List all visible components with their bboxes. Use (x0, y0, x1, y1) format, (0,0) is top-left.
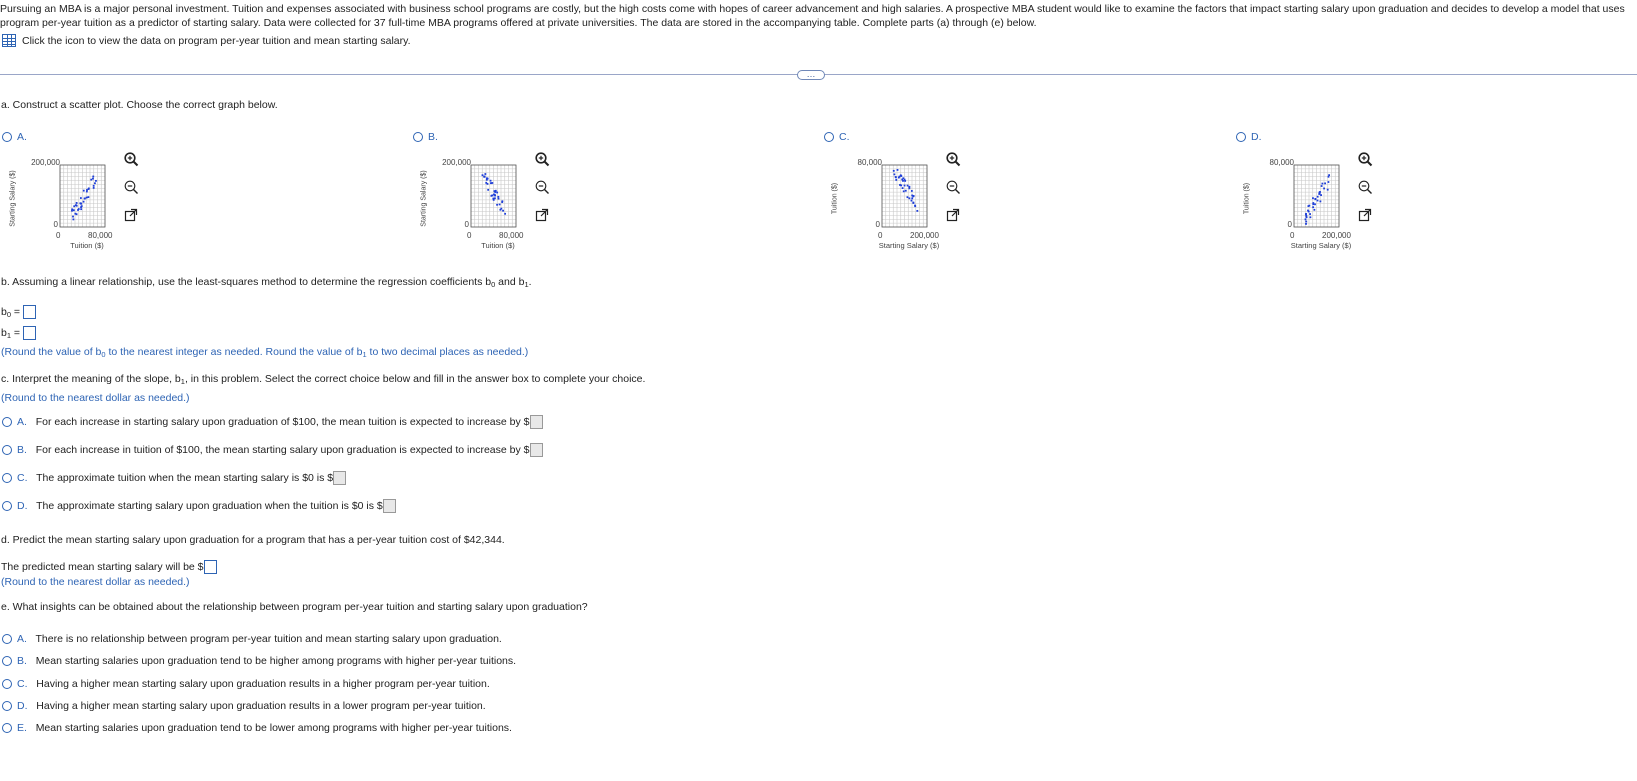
y-axis-title: Tuition ($) (1243, 182, 1251, 215)
scatter-point (497, 196, 499, 198)
scatter-point (494, 197, 496, 199)
scatter-point (1321, 183, 1323, 185)
scatter-point (491, 194, 493, 196)
x-axis-max-label: 80,000 (499, 231, 524, 240)
scatter-point (72, 216, 74, 218)
problem-intro: Pursuing an MBA is a major personal investment. Tuition and expenses associated with business school programs are costly, but the high costs come with hopes of career advancement and high salaries. A prospective MBA student would like to examine the factors that impact starting salary upon graduation and decides to develop a model that uses program per-year tuition as a predictor of starting salary. Data were collected for 37 full-time MBA programs offered at private universities. The data are stored in the accompanying table. Complete parts (a) through (e) below. (0, 3, 1625, 29)
scatter-point (1312, 197, 1314, 199)
scatter-point (490, 182, 492, 184)
b0-answer-input[interactable] (23, 305, 36, 319)
scatter-point (1317, 200, 1319, 202)
scatter-point (493, 194, 495, 196)
x-axis-min-label: 0 (1290, 231, 1295, 240)
scatter-point (77, 209, 79, 211)
x-axis-title: Tuition ($) (70, 241, 104, 250)
scatter-point (911, 200, 913, 202)
x-axis-title: Starting Salary ($) (1290, 241, 1352, 250)
scatter-point (1312, 206, 1314, 208)
scatter-point (72, 218, 74, 220)
part-c-option-b[interactable]: B. For each increase in tuition of $100, the mean starting salary upon graduation is expected to increase by $ (2, 443, 543, 457)
x-axis-max-label: 200,000 (1322, 231, 1351, 240)
scatter-point (909, 186, 911, 188)
y-axis-min-label: 0 (875, 220, 880, 229)
part-a-option-c[interactable]: C. (824, 131, 850, 143)
y-axis-max-label: 80,000 (1269, 158, 1294, 167)
scatter-point (1324, 182, 1326, 184)
scatter-point (1305, 221, 1307, 223)
scatter-point (903, 190, 905, 192)
scatter-point (909, 197, 911, 199)
scatter-point (1320, 194, 1322, 196)
part-e-radio-d[interactable] (2, 701, 12, 711)
expand-icon[interactable] (945, 207, 961, 223)
scatter-point (1307, 205, 1309, 207)
scatter-point (73, 209, 75, 211)
b1-answer-input[interactable] (23, 326, 36, 340)
scatter-point (1309, 213, 1311, 215)
scatter-point (914, 205, 916, 207)
scatter-point (88, 196, 90, 198)
zoom-out-icon[interactable] (945, 179, 961, 195)
part-c-prompt: c. Interpret the meaning of the slope, $b_1$, in this problem. Select the correct choice below and fill in the answer box to complete your choice. (1, 373, 646, 386)
scatter-point (905, 190, 907, 192)
scatter-point (916, 210, 918, 212)
scatter-point (1308, 211, 1310, 213)
x-axis-title: Tuition ($) (481, 241, 515, 250)
part-a-prompt: a. Construct a scatter plot. Choose the correct graph below. (1, 99, 278, 111)
part-c-answer-d-input[interactable] (383, 499, 396, 513)
expand-icon[interactable] (534, 207, 550, 223)
scatter-point (73, 205, 75, 207)
b1-row: $b_1$ = (1, 326, 36, 340)
scatter-point (908, 187, 910, 189)
scatter-point (1327, 189, 1329, 191)
scatter-point (94, 182, 96, 184)
part-e-prompt: e. What insights can be obtained about the relationship between program per-year tuition and starting salary upon graduation? (1, 601, 588, 613)
scatter-point (1328, 174, 1330, 176)
part-c-round-note: (Round to the nearest dollar as needed.) (1, 392, 190, 404)
scatter-point (899, 176, 901, 178)
scatter-point (1305, 215, 1307, 217)
part-a-scatter-d (1234, 155, 1374, 255)
scatter-point (500, 208, 502, 210)
b0-row: $b_0$ = (1, 305, 36, 319)
y-axis-title: Tuition ($) (831, 182, 839, 215)
y-axis-min-label: 0 (1287, 220, 1292, 229)
part-a-radio-b[interactable] (413, 132, 423, 142)
scatter-point (897, 169, 899, 171)
part-e-radio-c[interactable] (2, 679, 12, 689)
part-a-option-a[interactable]: A. (2, 131, 27, 143)
scatter-point (81, 205, 83, 207)
scatter-point (894, 173, 896, 175)
y-axis-max-label: 200,000 (31, 158, 60, 167)
part-b-round-note: (Round the value of $b_0$ to the nearest integer as needed. Round the value of $b_1$ to two decimal places as needed.) (1, 346, 529, 359)
part-b-prompt: b. Assuming a linear relationship, use the least-squares method to determine the regression coefficients $b_0$ and $b_1$. (1, 276, 532, 289)
part-e-radio-b[interactable] (2, 656, 12, 666)
scatter-point (83, 190, 85, 192)
part-d-answer-row: The predicted mean starting salary will be $ (1, 560, 217, 574)
scatter-point (484, 173, 486, 175)
scatter-point (492, 198, 494, 200)
part-a-scatter-b (411, 155, 551, 255)
scatter-point (902, 187, 904, 189)
zoom-in-icon[interactable] (534, 151, 550, 167)
scatter-point (1314, 198, 1316, 200)
scatter-point (484, 176, 486, 178)
scatter-point (496, 192, 498, 194)
scatter-point (912, 202, 914, 204)
y-axis-max-label: 80,000 (857, 158, 882, 167)
zoom-in-icon[interactable] (945, 151, 961, 167)
part-a-radio-d[interactable] (1236, 132, 1246, 142)
scatter-point (71, 208, 73, 210)
expand-icon[interactable] (123, 207, 139, 223)
scatter-point (895, 176, 897, 178)
scatter-point (490, 180, 492, 182)
scatter-point (907, 196, 909, 198)
scatter-point (900, 175, 902, 177)
x-axis-min-label: 0 (878, 231, 883, 240)
scatter-point (499, 204, 501, 206)
scatter-point (90, 179, 92, 181)
x-axis-max-label: 200,000 (910, 231, 939, 240)
scatter-point (1318, 193, 1320, 195)
part-c-answer-a-input[interactable] (530, 415, 543, 429)
part-a-scatter-c (822, 155, 962, 255)
scatter-point (1317, 196, 1319, 198)
scatter-point (1319, 200, 1321, 202)
expand-icon[interactable] (1357, 207, 1373, 223)
part-a-option-b[interactable]: B. (413, 131, 438, 143)
data-table-icon[interactable] (2, 34, 16, 47)
scatter-point (92, 178, 94, 180)
scatter-point (904, 179, 906, 181)
part-a-radio-c[interactable] (824, 132, 834, 142)
scatter-point (502, 210, 504, 212)
zoom-out-icon[interactable] (1357, 179, 1373, 195)
scatter-point (1310, 216, 1312, 218)
part-c-option-d[interactable]: D. The approximate starting salary upon graduation when the tuition is $0 is $ (2, 499, 396, 513)
y-axis-min-label: 0 (464, 220, 469, 229)
x-axis-min-label: 0 (56, 231, 61, 240)
part-e-option-d[interactable]: D. Having a higher mean starting salary upon graduation results in a lower program per-year tuition. (2, 700, 486, 712)
scatter-point (74, 213, 76, 215)
part-c-radio-b[interactable] (2, 445, 12, 455)
scatter-point (487, 189, 489, 191)
zoom-in-icon[interactable] (123, 151, 139, 167)
zoom-out-icon[interactable] (534, 179, 550, 195)
x-axis-title: Starting Salary ($) (878, 241, 940, 250)
scatter-point (86, 197, 88, 199)
y-axis-min-label: 0 (53, 220, 58, 229)
scatter-point (504, 213, 506, 215)
y-axis-title: Starting Salary ($) (9, 170, 17, 227)
scatter-point (1328, 176, 1330, 178)
scatter-point (80, 203, 82, 205)
part-d-answer-input[interactable] (204, 560, 217, 574)
scatter-point (485, 182, 487, 184)
data-link-row[interactable] (2, 34, 411, 47)
scatter-point (487, 178, 489, 180)
y-axis-title: Starting Salary ($) (420, 170, 428, 227)
part-e-option-a[interactable]: A. There is no relationship between program per-year tuition and mean starting salary upon graduation. (2, 633, 502, 645)
data-link-text[interactable]: Click the icon to view the data on program per-year tuition and mean starting salary. (22, 34, 411, 47)
part-e-option-c[interactable]: C. Having a higher mean starting salary upon graduation results in a higher program per-year tuition. (2, 678, 490, 690)
scatter-point (83, 201, 85, 203)
scatter-point (1323, 188, 1325, 190)
scatter-point (501, 201, 503, 203)
scatter-point (1312, 202, 1314, 204)
scatter-point (84, 198, 86, 200)
scatter-point (912, 196, 914, 198)
part-c-radio-a[interactable] (2, 417, 12, 427)
scatter-point (893, 170, 895, 172)
scatter-point (80, 197, 82, 199)
part-c-radio-d[interactable] (2, 501, 12, 511)
scatter-point (95, 180, 97, 182)
part-c-radio-c[interactable] (2, 473, 12, 483)
scatter-point (496, 204, 498, 206)
scatter-point (1314, 203, 1316, 205)
part-a-scatter-a (0, 155, 140, 255)
scatter-point (1305, 218, 1307, 220)
part-c-option-c[interactable]: C. The approximate tuition when the mean starting salary is $0 is $ (2, 471, 346, 485)
zoom-in-icon[interactable] (1357, 151, 1373, 167)
scatter-point (904, 185, 906, 187)
x-axis-min-label: 0 (467, 231, 472, 240)
scatter-point (907, 185, 909, 187)
scatter-point (1313, 209, 1315, 211)
part-c-option-a[interactable]: A. For each increase in starting salary upon graduation of $100, the mean tuition is expected to increase by $ (2, 415, 543, 429)
scatter-point (93, 185, 95, 187)
scatter-point (76, 205, 78, 207)
expand-dots-button[interactable]: … (797, 70, 825, 80)
scatter-point (76, 202, 78, 204)
x-axis-max-label: 80,000 (88, 231, 113, 240)
scatter-point (482, 174, 484, 176)
y-axis-max-label: 200,000 (442, 158, 471, 167)
scatter-point (494, 190, 496, 192)
part-a-radio-a[interactable] (2, 132, 12, 142)
scatter-point (902, 180, 904, 182)
scatter-point (86, 189, 88, 191)
scatter-point (895, 179, 897, 181)
scatter-point (498, 198, 500, 200)
part-e-radio-a[interactable] (2, 634, 12, 644)
part-e-option-b[interactable]: B. Mean starting salaries upon graduation tend to be higher among programs with higher per-year tuitions. (2, 655, 516, 667)
part-c-answer-c-input[interactable] (333, 471, 346, 485)
part-d-round-note: (Round to the nearest dollar as needed.) (1, 576, 190, 588)
scatter-point (1321, 185, 1323, 187)
part-e-radio-e[interactable] (2, 723, 12, 733)
scatter-point (1305, 223, 1307, 225)
part-e-option-e[interactable]: E. Mean starting salaries upon graduation tend to be lower among programs with higher per-year tuitions. (2, 722, 512, 734)
scatter-point (1327, 181, 1329, 183)
scatter-point (911, 190, 913, 192)
part-a-option-d[interactable]: D. (1236, 131, 1262, 143)
scatter-point (899, 184, 901, 186)
scatter-point (911, 197, 913, 199)
scatter-point (86, 191, 88, 193)
zoom-out-icon[interactable] (123, 179, 139, 195)
scatter-point (92, 176, 94, 178)
scatter-point (93, 187, 95, 189)
part-c-answer-b-input[interactable] (530, 443, 543, 457)
part-d-prompt: d. Predict the mean starting salary upon graduation for a program that has a per-year tuition cost of $42,344. (1, 534, 505, 546)
scatter-point (80, 208, 82, 210)
